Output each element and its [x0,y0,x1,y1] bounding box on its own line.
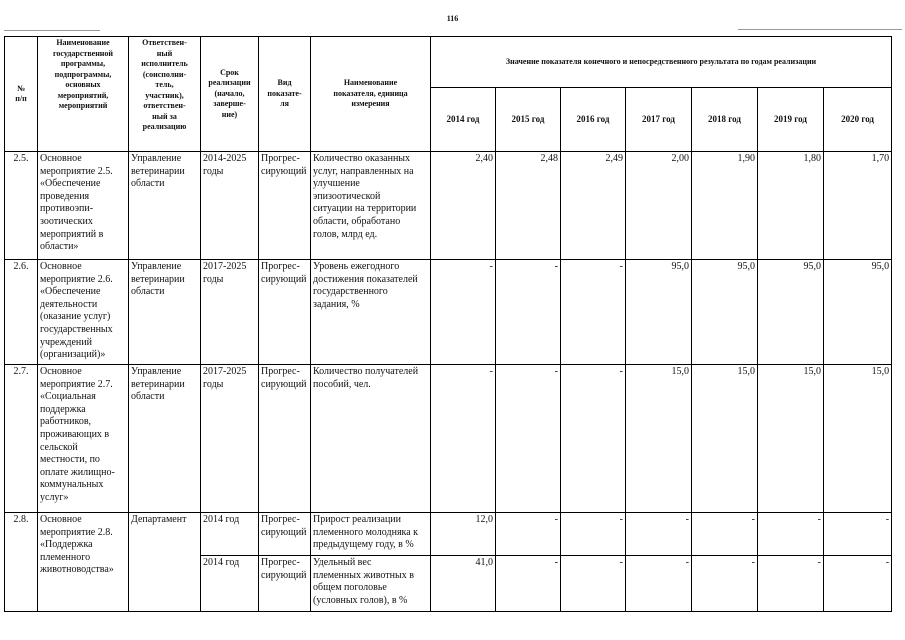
row-indicator: Прирост реализации племенного молодняка к предыдущему году, в % [311,513,431,556]
value-2016: - [561,513,626,556]
value-2016: - [561,365,626,513]
value-2018: - [692,556,758,612]
row-indicator: Удельный вес племенных животных в общем поголовье (условных голов), в % [311,556,431,612]
value-2019: 15,0 [758,365,824,513]
table-row [5,260,892,365]
row-term: 2017-2025 годы [201,260,259,365]
value-2015: 2,48 [496,152,561,260]
value-2015: - [496,365,561,513]
value-2015: - [496,556,561,612]
value-2016: - [561,260,626,365]
header-name: Наименование государственной программы, подпрограммы, основных мероприятий, мероприятий [38,37,129,152]
value-2020: 95,0 [824,260,892,365]
header-year-2017: 2017 год [626,88,692,152]
value-2014: 12,0 [431,513,496,556]
top-rule-right [738,29,902,30]
indicator-table [4,36,892,612]
value-2019: 95,0 [758,260,824,365]
row-index: 2.6. [5,260,38,365]
row-type: Прогрес- сирующий [259,556,311,612]
row-type: Прогрес- сирующий [259,365,311,513]
value-2017: - [626,513,692,556]
row-term: 2014 год [201,513,259,556]
row-term: 2014 год [201,556,259,612]
header-year-2019: 2019 год [758,88,824,152]
value-2018: 15,0 [692,365,758,513]
row-type: Прогрес- сирующий [259,260,311,365]
row-indicator: Количество получателей пособий, чел. [311,365,431,513]
value-2018: - [692,513,758,556]
value-2020: - [824,513,892,556]
row-indicator: Количество оказанных услуг, направленных на улучшение эпизоотической ситуации на территории области, обработано голов, млрд ед. [311,152,431,260]
value-2014: - [431,365,496,513]
row-name: Основное мероприятие 2.5. «Обеспечение проведения противоэпи- зоотических мероприятий в области» [38,152,129,260]
header-term: Срок реализации (начало, заверше- ние) [201,37,259,152]
row-name: Основное мероприятие 2.7. «Социальная поддержка работников, проживающих в сельской местности, по оплате жилищно- коммунальных услуг» [38,365,129,513]
value-2018: 1,90 [692,152,758,260]
value-2015: - [496,260,561,365]
header-values-title: Значение показателя конечного и непосредственного результата по годам реализации [431,37,892,88]
row-index: 2.7. [5,365,38,513]
value-2020: - [824,556,892,612]
value-2016: - [561,556,626,612]
table-row [5,513,892,556]
value-2017: 95,0 [626,260,692,365]
row-type: Прогрес- сирующий [259,513,311,556]
header-type: Вид показате- ля [259,37,311,152]
header-year-2015: 2015 год [496,88,561,152]
header-executor: Ответствен- ный исполнитель (соисполни- тель, участник), ответствен- ный за реализацию [129,37,201,152]
table-row [5,365,892,513]
header-year-2016: 2016 год [561,88,626,152]
row-name: Основное мероприятие 2.6. «Обеспечение деятельности (оказание услуг) государственных учреждений (организаций)» [38,260,129,365]
value-2017: 2,00 [626,152,692,260]
header-year-2018: 2018 год [692,88,758,152]
row-index: 2.5. [5,152,38,260]
row-executor: Департамент [129,513,201,612]
value-2014: 2,40 [431,152,496,260]
row-term: 2014-2025 годы [201,152,259,260]
top-rule-left [4,30,100,31]
value-2017: 15,0 [626,365,692,513]
value-2017: - [626,556,692,612]
row-name: Основное мероприятие 2.8. «Поддержка племенного животноводства» [38,513,129,612]
header-indicator: Наименование показателя, единица измерения [311,37,431,152]
header-year-2020: 2020 год [824,88,892,152]
header-num: № п/п [5,37,38,152]
value-2020: 15,0 [824,365,892,513]
page-number: 116 [446,14,459,23]
value-2020: 1,70 [824,152,892,260]
value-2019: 1,80 [758,152,824,260]
row-term: 2017-2025 годы [201,365,259,513]
value-2014: 41,0 [431,556,496,612]
value-2019: - [758,556,824,612]
value-2019: - [758,513,824,556]
row-type: Прогрес- сирующий [259,152,311,260]
value-2014: - [431,260,496,365]
value-2015: - [496,513,561,556]
header-year-2014: 2014 год [431,88,496,152]
value-2016: 2,49 [561,152,626,260]
table-row [5,152,892,260]
row-index: 2.8. [5,513,38,612]
value-2018: 95,0 [692,260,758,365]
row-indicator: Уровень ежегодного достижения показателей государственного задания, % [311,260,431,365]
row-executor: Управление ветеринарии области [129,152,201,260]
row-executor: Управление ветеринарии области [129,260,201,365]
row-executor: Управление ветеринарии области [129,365,201,513]
